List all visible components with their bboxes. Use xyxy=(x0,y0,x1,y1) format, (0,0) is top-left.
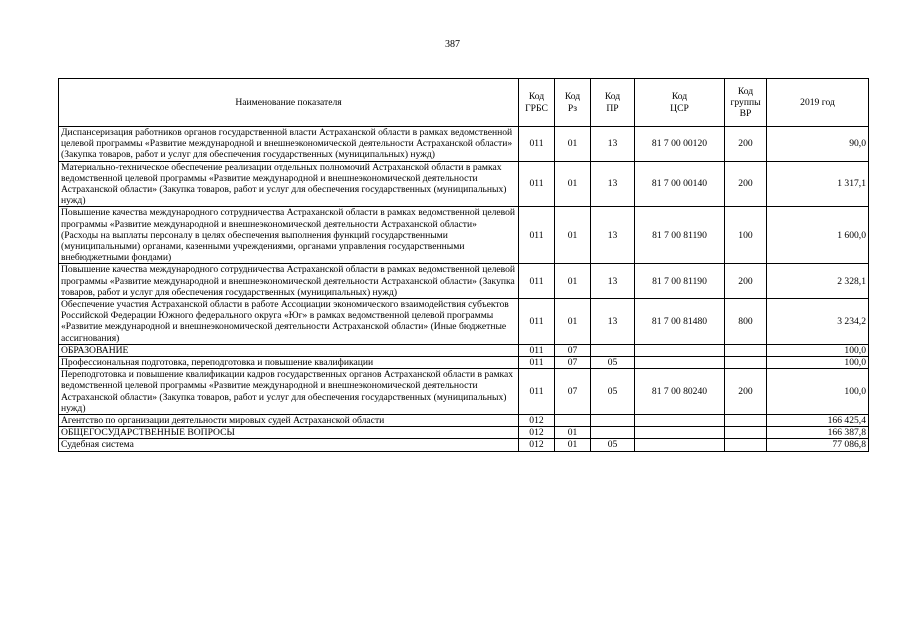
cell-pr: 13 xyxy=(591,299,635,345)
cell-rz: 07 xyxy=(555,369,591,415)
cell-grbs: 012 xyxy=(519,427,555,439)
cell-name: ОБРАЗОВАНИЕ xyxy=(59,344,519,356)
header-line: Код xyxy=(564,91,581,103)
cell-value: 1 317,1 xyxy=(767,161,869,207)
cell-rz xyxy=(555,415,591,427)
cell-pr: 13 xyxy=(591,127,635,162)
cell-csr: 81 7 00 00120 xyxy=(635,127,725,162)
cell-grbs: 011 xyxy=(519,369,555,415)
cell-vr xyxy=(725,439,767,451)
cell-csr xyxy=(635,357,725,369)
table-row xyxy=(59,207,869,264)
table-body xyxy=(59,127,869,452)
cell-value: 1 600,0 xyxy=(767,207,869,264)
table-row xyxy=(59,264,869,299)
header-line: ПР xyxy=(606,102,619,114)
table-row xyxy=(59,357,869,369)
cell-grbs: 012 xyxy=(519,415,555,427)
cell-grbs: 011 xyxy=(519,127,555,162)
header-line: Код xyxy=(737,85,754,97)
header-line: Код xyxy=(528,91,545,103)
cell-pr: 13 xyxy=(591,264,635,299)
cell-vr xyxy=(725,427,767,439)
cell-csr: 81 7 00 81190 xyxy=(635,264,725,299)
cell-name: Судебная система xyxy=(59,439,519,451)
header-indicator-name xyxy=(59,79,519,127)
header-line: Рз xyxy=(567,102,578,114)
cell-rz: 01 xyxy=(555,127,591,162)
cell-value: 100,0 xyxy=(767,357,869,369)
cell-vr: 200 xyxy=(725,127,767,162)
page-number: 387 xyxy=(445,39,460,50)
cell-value: 77 086,8 xyxy=(767,439,869,451)
cell-rz: 01 xyxy=(555,299,591,345)
cell-grbs: 011 xyxy=(519,357,555,369)
cell-csr xyxy=(635,415,725,427)
cell-pr: 13 xyxy=(591,161,635,207)
cell-value: 166 425,4 xyxy=(767,415,869,427)
budget-table xyxy=(58,78,869,452)
header-line: ВР xyxy=(739,108,752,120)
table-row xyxy=(59,127,869,162)
cell-csr xyxy=(635,427,725,439)
header-line: группы xyxy=(730,96,761,108)
cell-vr: 800 xyxy=(725,299,767,345)
cell-grbs: 011 xyxy=(519,299,555,345)
cell-pr xyxy=(591,344,635,356)
cell-csr xyxy=(635,344,725,356)
header-line: Наименование показателя xyxy=(235,96,342,108)
cell-value: 2 328,1 xyxy=(767,264,869,299)
cell-rz: 01 xyxy=(555,427,591,439)
cell-name: Повышение качества международного сотрудничества Астраханской области в рамках ведомственной целевой программы «Развитие международной и внешнеэкономической деятельности Астраханской области» (Расходы на выплаты персоналу в целях обеспечения выполнения функций государственными (муниципальными) органами, казенными учреждениями, органами управления государственными внебюджетными фондами) xyxy=(59,207,519,264)
cell-rz: 01 xyxy=(555,439,591,451)
cell-csr: 81 7 00 81480 xyxy=(635,299,725,345)
cell-grbs: 012 xyxy=(519,439,555,451)
table-row xyxy=(59,299,869,345)
cell-grbs: 011 xyxy=(519,344,555,356)
cell-rz: 07 xyxy=(555,344,591,356)
cell-name: Переподготовка и повышение квалификации кадров государственных органов Астраханской области в рамках ведомственной целевой программы «Развитие международной и внешнеэкономической деятельности Астраханской области» (Закупка товаров, работ и услуг для обеспечения государственных (муниципальных) нужд) xyxy=(59,369,519,415)
header-line: Код xyxy=(671,91,688,103)
table-row xyxy=(59,369,869,415)
cell-rz: 01 xyxy=(555,161,591,207)
cell-value: 90,0 xyxy=(767,127,869,162)
header-line: ЦСР xyxy=(670,102,689,114)
cell-name: Обеспечение участия Астраханской области в работе Ассоциации экономического взаимодействия субъектов Российской Федерации Южного федерального округа «Юг» в рамках ведомственной целевой программы «Развитие международной и внешнеэкономической деятельности Астраханской области» (Иные бюджетные ассигнования) xyxy=(59,299,519,345)
cell-grbs: 011 xyxy=(519,264,555,299)
header-line: ГРБС xyxy=(525,102,548,114)
header-grbs-code xyxy=(519,79,555,127)
cell-name: Материально-техническое обеспечение реализации отдельных полномочий Астраханской области в рамках ведомственной целевой программы «Развитие международной и внешнеэкономической деятельности Астраханской области» (Закупка товаров, работ и услуг для обеспечения государственных (муниципальных) нужд) xyxy=(59,161,519,207)
cell-name: Повышение качества международного сотрудничества Астраханской области в рамках ведомственной целевой программы «Развитие международной и внешнеэкономической деятельности Астраханской области» (Закупка товаров, работ и услуг для обеспечения государственных (муниципальных) нужд) xyxy=(59,264,519,299)
cell-name: Профессиональная подготовка, переподготовка и повышение квалификации xyxy=(59,357,519,369)
cell-csr: 81 7 00 81190 xyxy=(635,207,725,264)
cell-csr: 81 7 00 80240 xyxy=(635,369,725,415)
table-row xyxy=(59,161,869,207)
cell-pr: 05 xyxy=(591,357,635,369)
cell-vr: 200 xyxy=(725,161,767,207)
cell-csr: 81 7 00 00140 xyxy=(635,161,725,207)
cell-pr xyxy=(591,427,635,439)
cell-grbs: 011 xyxy=(519,207,555,264)
cell-vr xyxy=(725,415,767,427)
cell-pr: 13 xyxy=(591,207,635,264)
cell-name: Агентство по организации деятельности мировых судей Астраханской области xyxy=(59,415,519,427)
header-pr-code xyxy=(591,79,635,127)
cell-vr: 100 xyxy=(725,207,767,264)
table-row xyxy=(59,439,869,451)
header-year xyxy=(767,79,869,127)
table-row xyxy=(59,415,869,427)
table-header-row xyxy=(59,79,869,127)
cell-value: 100,0 xyxy=(767,369,869,415)
cell-vr xyxy=(725,357,767,369)
header-rz-code xyxy=(555,79,591,127)
header-csr-code xyxy=(635,79,725,127)
cell-name: ОБЩЕГОСУДАРСТВЕННЫЕ ВОПРОСЫ xyxy=(59,427,519,439)
cell-pr: 05 xyxy=(591,439,635,451)
cell-grbs: 011 xyxy=(519,161,555,207)
cell-value: 166 387,8 xyxy=(767,427,869,439)
cell-rz: 01 xyxy=(555,207,591,264)
table-row xyxy=(59,344,869,356)
cell-value: 3 234,2 xyxy=(767,299,869,345)
cell-vr: 200 xyxy=(725,264,767,299)
cell-rz: 01 xyxy=(555,264,591,299)
cell-rz: 07 xyxy=(555,357,591,369)
cell-vr: 200 xyxy=(725,369,767,415)
cell-pr: 05 xyxy=(591,369,635,415)
header-line: Код xyxy=(604,91,621,103)
cell-name: Диспансеризация работников органов государственной власти Астраханской области в рамках ведомственной целевой программы «Развитие международной и внешнеэкономической деятельности Астраханской области» (Закупка товаров, работ и услуг для обеспечения государственных (муниципальных) нужд) xyxy=(59,127,519,162)
cell-pr xyxy=(591,415,635,427)
cell-csr xyxy=(635,439,725,451)
table-row xyxy=(59,427,869,439)
cell-value: 100,0 xyxy=(767,344,869,356)
header-vr-code xyxy=(725,79,767,127)
cell-vr xyxy=(725,344,767,356)
header-line: 2019 год xyxy=(800,96,835,108)
